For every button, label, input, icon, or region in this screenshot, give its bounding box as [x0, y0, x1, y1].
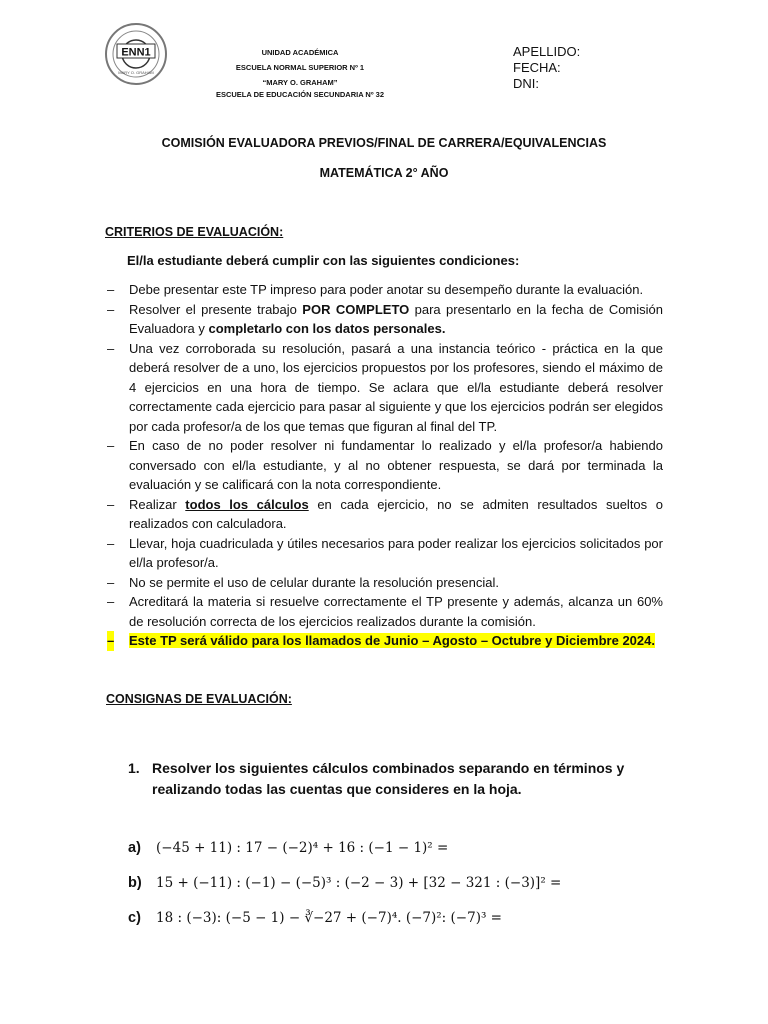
exercise-a	[128, 840, 448, 856]
school-line-1: UNIDAD ACADÉMICA	[261, 48, 339, 57]
field-fecha: FECHA:	[513, 60, 561, 75]
list-item: – Resolver el presente trabajo POR COMPLETO para presentarlo en la fecha de Comisión Evaluadora y completarlo con los datos personales.	[107, 301, 663, 336]
list-item: – Acreditará la materia si resuelve correctamente el TP presente y además, alcanza un 60% de resolución correcta de los ejercicios realizados durante la comisión.	[107, 594, 663, 629]
exercise-label: c)	[128, 910, 141, 926]
list-item: – Realizar todos los cálculos en cada ejercicio, no se admiten resultados sueltos o realizados con calculadora.	[107, 496, 663, 531]
school-logo	[104, 22, 168, 86]
question-1	[128, 758, 688, 800]
field-dni: DNI:	[513, 76, 539, 91]
exercise-c	[128, 910, 502, 926]
field-apellido: APELLIDO:	[513, 44, 581, 59]
svg-text:MARY O. GRAHAM: MARY O. GRAHAM	[118, 70, 154, 75]
criteria-heading: CRITERIOS DE EVALUACIÓN:	[105, 225, 284, 239]
student-fields	[513, 44, 580, 92]
exercise-b	[128, 875, 561, 891]
list-item: – No se permite el uso de celular durante la resolución presencial.	[107, 574, 499, 590]
list-item: – Llevar, hoja cuadriculada y útiles necesarios para poder realizar los ejercicios solicitados por el/la profesor/a.	[107, 535, 663, 570]
list-item: – En caso de no poder resolver ni fundamentar lo realizado y el/la profesor/a habiendo conversado con el/la estudiante, y al no obtener respuesta, se dará por terminada la evaluación y se calificará con la nota correspondiente.	[107, 438, 663, 492]
exercise-expression: (−45 + 11) : 17 − (−2)⁴ + 16 : (−1 − 1)² =	[156, 840, 449, 856]
list-item: – Debe presentar este TP impreso para poder anotar su desempeño durante la evaluación.	[107, 282, 644, 297]
highlighted-list-item: – Este TP será válido para los llamados de Junio – Agosto – Octubre y Diciembre 2024.	[0, 631, 768, 651]
document-subtitle: MATEMÁTICA 2° AÑO	[319, 166, 449, 180]
question-number: 1.	[128, 760, 140, 776]
school-line-3: “MARY O. GRAHAM”	[262, 78, 338, 87]
exercise-expression: 15 + (−11) : (−1) − (−5)³ : (−2 − 3) + [32 − 321 : (−3)]² =	[156, 875, 562, 891]
school-line-4: ESCUELA DE EDUCACIÓN SECUNDARIA Nº 32	[215, 90, 385, 99]
exercise-expression: 18 : (−3): (−5 − 1) − ∛−27 + (−7)⁴. (−7)²: (−7)³ =	[156, 910, 502, 926]
question-text: Resolver los siguientes cálculos combinados separando en términos y realizando todas las cuentas que consideres en la hoja.	[152, 760, 625, 797]
criteria-intro: El/la estudiante deberá cumplir con las siguientes condiciones:	[127, 253, 520, 268]
exercise-label: b)	[128, 875, 142, 891]
exercise-label: a)	[128, 840, 141, 856]
list-item: – Una vez corroborada su resolución, pasará a una instancia teórico - práctica en la que deberá resolver de a uno, los ejercicios propuestos por los profesores, siendo el máximo de 4 ejercicios en una hora de tiempo. Se aclara que el/la estudiante deberá resolver correctamente cada ejercicio para pasar al siguiente y que los ejercicios podrán ser elegidos por cada profesor/a de los que temas que figuran al final del TP.	[107, 340, 663, 434]
consignas-heading: CONSIGNAS DE EVALUACIÓN:	[106, 692, 292, 706]
school-line-2: ESCUELA NORMAL SUPERIOR Nº 1	[235, 63, 365, 72]
criteria-list	[0, 280, 768, 651]
document-title: COMISIÓN EVALUADORA PREVIOS/FINAL DE CARRERA/EQUIVALENCIAS	[161, 136, 607, 150]
svg-text:ENN1: ENN1	[121, 46, 151, 59]
